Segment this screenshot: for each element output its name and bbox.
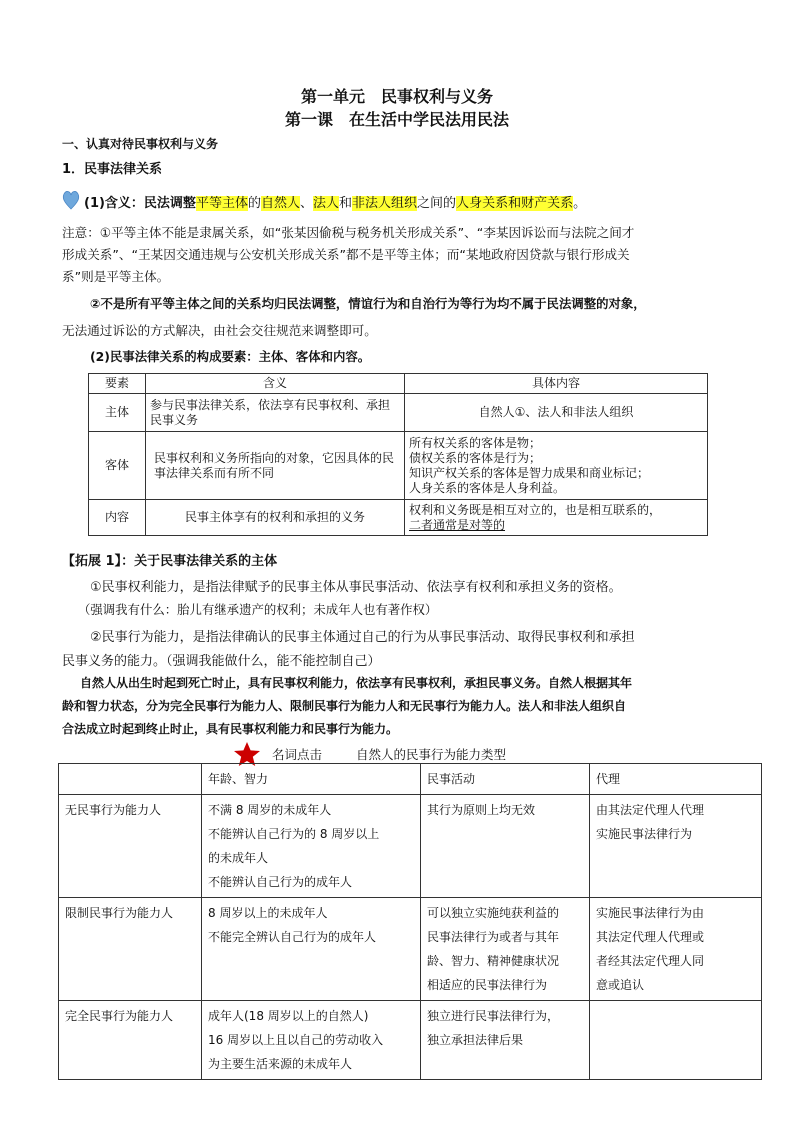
note-block (62, 222, 742, 288)
cell-line: 的未成年人 (208, 851, 269, 865)
detail-line: 二者通常是对等的 (409, 517, 506, 532)
definition-line (84, 192, 586, 211)
capacity-activity (421, 898, 590, 1001)
element-name: 主体 (89, 394, 146, 432)
capacity-agent (590, 1001, 762, 1080)
expand-paragraph: 自然人从出生时起到死亡时止，具有民事权利能力，依法享有民事权利，承担民事义务。自然人根据其年 (80, 676, 633, 690)
capacity-agent (590, 898, 762, 1001)
expand-paragraph: 龄和智力状态，分为完全民事行为能力人、限制民事行为能力人和无民事行为能力人。法人和非法人组织自 (62, 699, 627, 713)
expand-paragraph: 民事义务的能力。（强调我能做什么，能不能控制自己） (62, 654, 381, 669)
detail-line: 权利和义务既是相互对立的，也是相互联系的， (409, 502, 662, 517)
definition-text: 和 (339, 196, 353, 211)
highlight-equal-subjects: 平等主体 (195, 196, 248, 211)
cell-line: 相适应的民事法律行为 (427, 978, 548, 992)
definition-text: 的 (247, 196, 261, 211)
capacity-age (202, 898, 421, 1001)
cell-line: 16 周岁以上且以自己的劳动收入 (208, 1033, 384, 1047)
expand-heading: 【拓展 1】：关于民事法律关系的主体 (62, 554, 278, 569)
cell-line: 为主要生活来源的未成年人 (208, 1057, 353, 1071)
capacity-activity (421, 795, 590, 898)
section-heading: 一、认真对待民事权利与义务 (62, 137, 219, 151)
cell-line: 民事法律行为或者与其年 (427, 930, 560, 944)
table-header-cell: 含义 (146, 374, 405, 394)
highlight-unincorporated: 非法人组织 (352, 196, 418, 211)
detail-line: 债权关系的客体是行为； (409, 450, 542, 465)
term-label: 名词点击 (272, 747, 323, 762)
highlight-legal-person: 法人 (313, 196, 340, 211)
element-name: 客体 (89, 432, 146, 500)
capacity-agent (590, 795, 762, 898)
table-header-row (89, 374, 708, 394)
element-detail: 自然人①、法人和非法人组织 (405, 394, 708, 432)
cell-line: 龄、智力、精神健康状况 (427, 954, 560, 968)
lesson-title: 第一课 在生活中学民法用民法 (284, 110, 509, 129)
capacity-type: 完全民事行为能力人 (59, 1001, 202, 1080)
expand-paragraph: ①民事权利能力，是指法律赋予的民事主体从事民事活动、依法享有权利和承担义务的资格。 (90, 580, 622, 595)
expand-paragraph: 合法成立时起到终止时止，具有民事权利能力和民事行为能力。 (62, 722, 399, 736)
cell-line: 独立承担法律后果 (427, 1033, 524, 1047)
table-header-cell: 具体内容 (405, 374, 708, 394)
cell-line: 不满 8 周岁的未成年人 (208, 803, 332, 817)
element-meaning: 参与民事法律关系，依法享有民事权利、承担民事义务 (146, 394, 405, 432)
subsection-heading: 1．民事法律关系 (62, 162, 163, 177)
expand-note: （强调我有什么：胎儿有继承遗产的权利；未成年人也有著作权） (78, 602, 438, 617)
element-meaning: 民事主体享有的权利和承担的义务 (146, 500, 405, 536)
table-header-cell: 要素 (89, 374, 146, 394)
note-line: 系”则是平等主体。 (62, 269, 170, 284)
definition-text: 之间的 (417, 196, 457, 211)
cell-line: 不能辨认自己行为的 8 周岁以上 (208, 827, 380, 841)
capacity-activity (421, 1001, 590, 1080)
table-row (59, 1001, 762, 1080)
cell-line: 意或追认 (596, 978, 645, 992)
detail-line: 知识产权关系的客体是智力成果和商业标记； (409, 465, 650, 480)
cell-line: 实施民事法律行为由 (596, 906, 705, 920)
definition-text: 。 (573, 196, 587, 211)
table-header-cell: 代理 (590, 764, 762, 795)
table-header-cell: 民事活动 (421, 764, 590, 795)
heart-icon (62, 190, 80, 214)
note-line: 形成关系”、“王某因交通违规与公安机关形成关系”都不是平等主体；而“某地政府因贷款与银行形成关 (62, 247, 630, 262)
definition-text: 、 (299, 196, 313, 211)
element-detail (405, 500, 708, 536)
table-row (89, 394, 708, 432)
cell-line: 实施民事法律行为 (596, 827, 693, 841)
table-row (59, 898, 762, 1001)
cell-line: 由其法定代理人代理 (596, 803, 705, 817)
highlight-relations: 人身关系和财产关系 (456, 196, 574, 211)
cell-line: 不能完全辨认自己行为的成年人 (208, 930, 377, 944)
cell-line: 独立进行民事法律行为， (427, 1009, 560, 1023)
note-line: ②不是所有平等主体之间的关系均归民法调整，情谊行为和自治行为等行为均不属于民法调整的对象， (90, 296, 646, 311)
table-header-cell: 年龄、智力 (202, 764, 421, 795)
table-row (89, 432, 708, 500)
elements-heading: (2)民事法律关系的构成要素：主体、客体和内容。 (90, 349, 371, 364)
detail-line: 所有权关系的客体是物； (409, 435, 542, 450)
capacity-table (58, 763, 762, 1080)
definition-prefix: (1)含义：民法调整 (84, 196, 196, 211)
capacity-type: 限制民事行为能力人 (59, 898, 202, 1001)
cell-line: 成年人(18 周岁以上的自然人) (208, 1009, 369, 1023)
table-header-row (59, 764, 762, 795)
cell-line: 其法定代理人代理或 (596, 930, 705, 944)
cell-line: 8 周岁以上的未成年人 (208, 906, 328, 920)
capacity-age (202, 1001, 421, 1080)
table-header-cell (59, 764, 202, 795)
note-line: 注意：①平等主体不能是隶属关系，如“张某因偷税与税务机关形成关系”、“李某因诉讼而与法院之间才 (62, 225, 635, 240)
element-detail (405, 432, 708, 500)
cell-line: 其行为原则上均无效 (427, 803, 536, 817)
capacity-age (202, 795, 421, 898)
note-line: 无法通过诉讼的方式解决，由社会交往规范来调整即可。 (62, 323, 377, 338)
elements-table (88, 373, 708, 536)
unit-title: 第一单元 民事权利与义务 (300, 87, 493, 106)
element-name: 内容 (89, 500, 146, 536)
term-title: 自然人的民事行为能力类型 (356, 747, 507, 762)
cell-line: 不能辨认自己行为的成年人 (208, 875, 353, 889)
capacity-type: 无民事行为能力人 (59, 795, 202, 898)
table-row (89, 500, 708, 536)
cell-line: 者经其法定代理人同 (596, 954, 705, 968)
cell-line: 可以独立实施纯获利益的 (427, 906, 560, 920)
element-meaning: 民事权利和义务所指向的对象，它因具体的民事法律关系而有所不同 (146, 432, 405, 500)
expand-paragraph: ②民事行为能力，是指法律确认的民事主体通过自己的行为从事民事活动、取得民事权利和承担 (90, 630, 635, 645)
highlight-natural-person: 自然人 (260, 196, 300, 211)
table-row (59, 795, 762, 898)
detail-line: 人身关系的客体是人身利益。 (409, 480, 566, 495)
